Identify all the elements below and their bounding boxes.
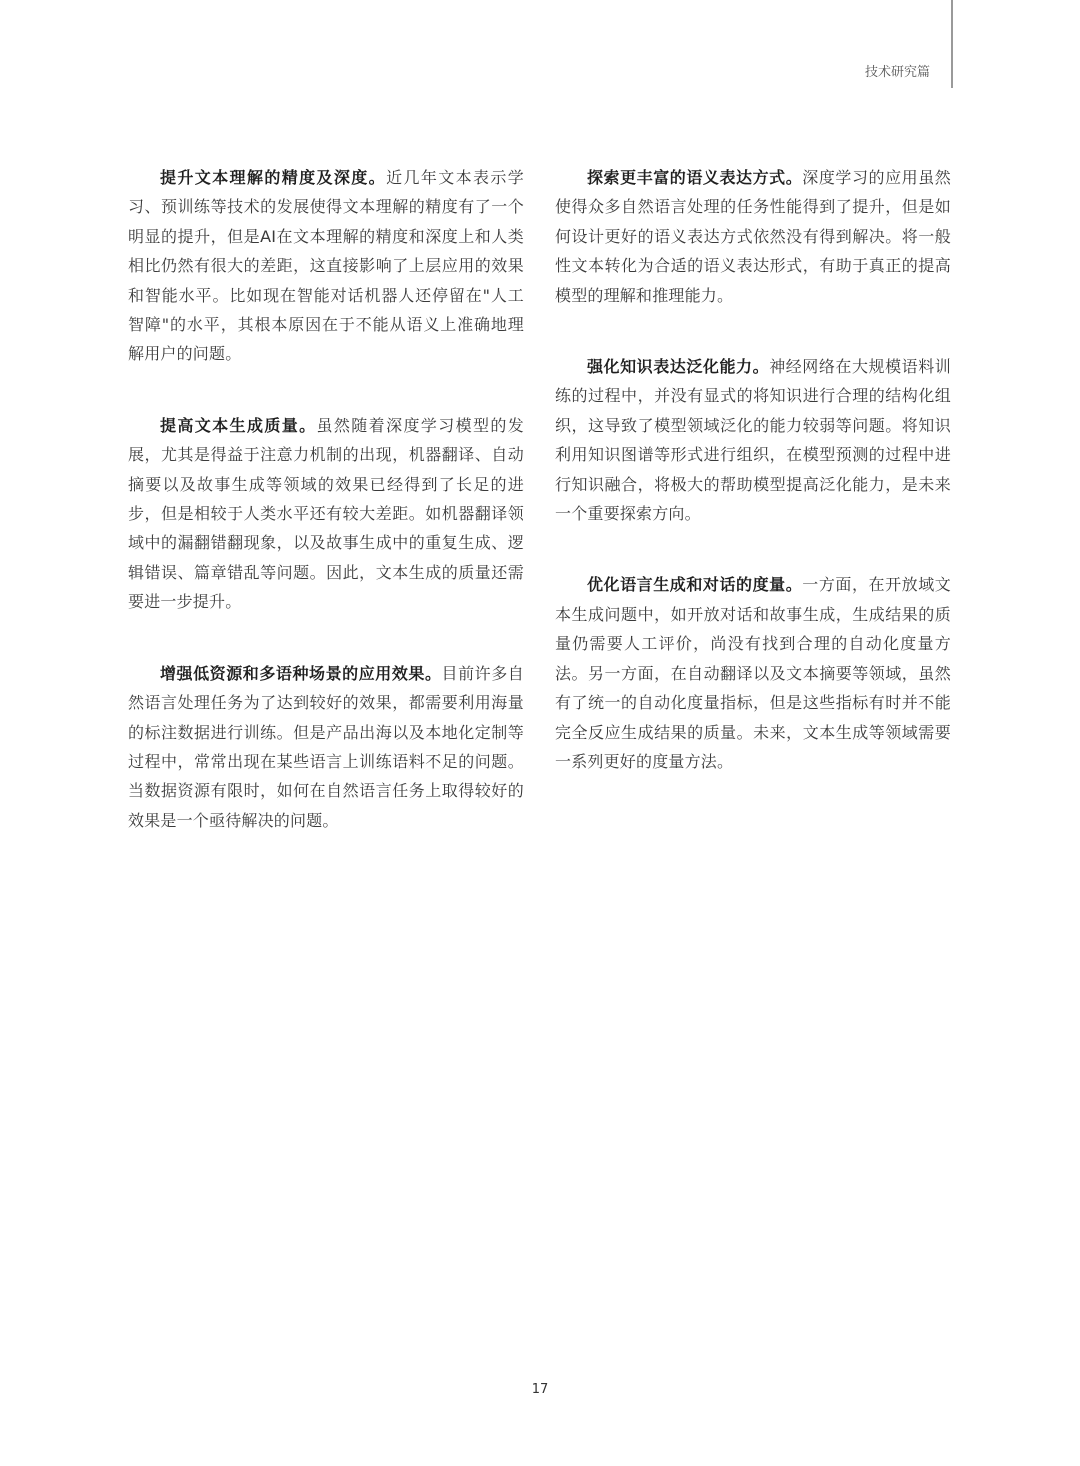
header-divider-line — [951, 0, 953, 88]
paragraph-text-generation-quality — [128, 411, 524, 617]
paragraph-body: 一方面，在开放域文本生成问题中，如开放对话和故事生成，生成结果的质量仍需要人工评价，尚没有找到合理的自动化度量方法。另一方面，在自动翻译以及文本摘要等领域，虽然有了统一的自动化度量指标，但是这些指标有时并不能完全反应生成结果的质量。未来，文本生成等领域需要一系列更好的度量方法。 — [555, 575, 951, 771]
paragraph-text-understanding — [128, 163, 524, 369]
paragraph-heading: 提升文本理解的精度及深度。 — [160, 168, 387, 187]
paragraph-low-resource-multilingual — [128, 659, 524, 835]
paragraph-heading: 强化知识表达泛化能力。 — [587, 357, 770, 377]
paragraph-heading: 提高文本生成质量。 — [160, 415, 317, 435]
paragraph-body: 近几年文本表示学习、预训练等技术的发展使得文本理解的精度有了一个明显的提升，但是AI在文本理解的精度和深度上和人类相比仍然有很大的差距，这直接影响了上层应用的效果和智能水平。比如现在智能对话机器人还停留在"人工智障"的水平，其根本原因在于不能从语义上准确地理解用户的问题。 — [128, 168, 524, 364]
paragraph-semantic-representation — [555, 163, 951, 310]
paragraph-body: 深度学习的应用虽然使得众多自然语言处理的任务性能得到了提升，但是如何设计更好的语义表达方式依然没有得到解决。将一般性文本转化为合适的语义表达形式，有助于真正的提高模型的理解和推理能力。 — [555, 168, 951, 305]
section-label: 技术研究篇 — [864, 65, 930, 80]
paragraph-heading: 增强低资源和多语种场景的应用效果。 — [160, 663, 442, 683]
paragraph-body: 虽然随着深度学习模型的发展，尤其是得益于注意力机制的出现，机器翻译、自动摘要以及故事生成等领域的效果已经得到了长足的进步，但是相较于人类水平还有较大差距。如机器翻译领域中的漏翻错翻现象，以及故事生成中的重复生成、逻辑错误、篇章错乱等问题。因此，文本生成的质量还需要进一步提升。 — [128, 415, 524, 612]
paragraph-body: 目前许多自然语言处理任务为了达到较好的效果，都需要利用海量的标注数据进行训练。但是产品出海以及本地化定制等过程中，常常出现在某些语言上训练语料不足的问题。当数据资源有限时，如何在自然语言任务上取得较好的效果是一个亟待解决的问题。 — [128, 663, 524, 830]
paragraph-body: 神经网络在大规模语料训练的过程中，并没有显式的将知识进行合理的结构化组织，这导致了模型领域泛化的能力较弱等问题。将知识利用知识图谱等形式进行组织，在模型预测的过程中进行知识融合，将极大的帮助模型提高泛化能力，是未来一个重要探索方向。 — [555, 357, 952, 524]
paragraph-heading: 探索更丰富的语义表达方式。 — [587, 168, 803, 187]
left-column — [128, 163, 524, 877]
right-column — [555, 163, 951, 818]
paragraph-knowledge-generalization — [555, 352, 951, 528]
page-number: 17 — [531, 1382, 549, 1397]
paragraph-generation-metrics — [555, 570, 951, 776]
paragraph-heading: 优化语言生成和对话的度量。 — [587, 575, 803, 595]
